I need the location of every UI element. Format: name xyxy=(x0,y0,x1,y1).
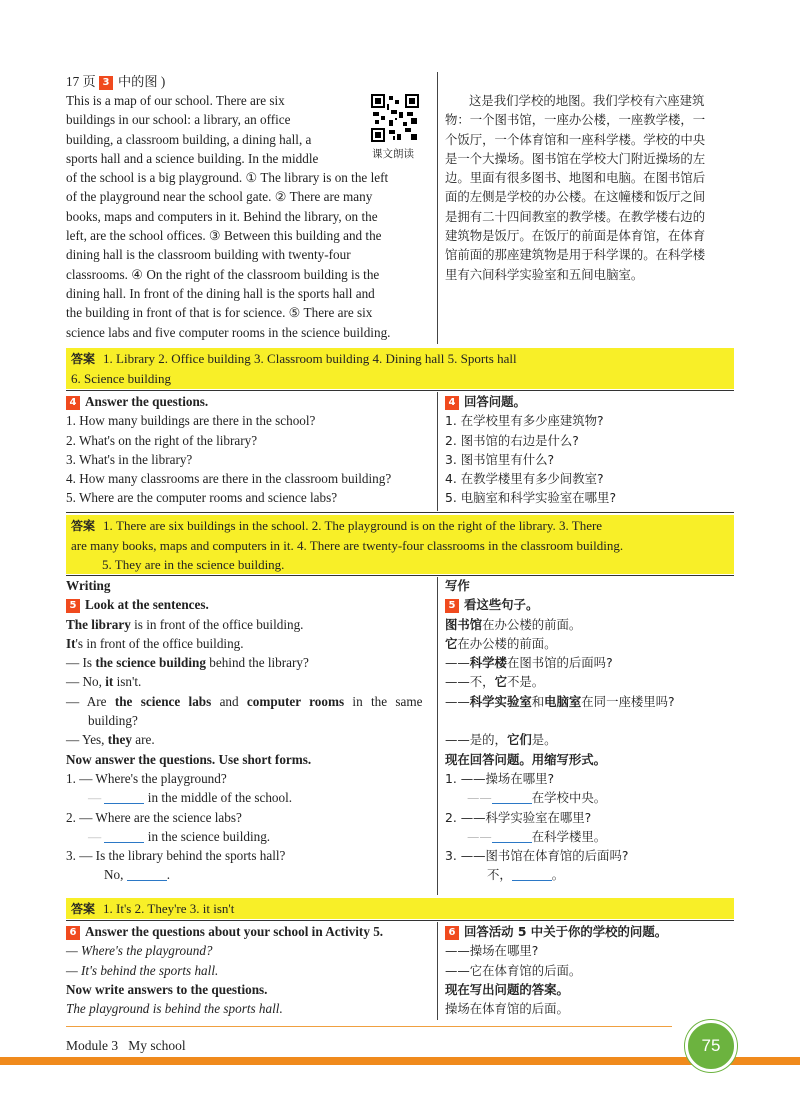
section-4-zh: 4 回答问题。 1. 在学校里有多少座建筑物? 2. 图书馆的右边是什么? 3. 图书馆里有什么? 4. 在教学楼里有多少间教室? 5. 电脑室和科学实验室在哪里? xyxy=(445,392,737,508)
question: 4. How many classrooms are there in the classroom building? xyxy=(66,471,392,487)
column-divider xyxy=(437,72,438,344)
header-reference: 17 页 3 中的图 ) xyxy=(66,74,166,89)
section-number: 4 xyxy=(66,396,80,410)
section-number: 6 xyxy=(66,926,80,940)
section-6-zh: 6 回答活动 5 中关于你的学校的问题。 ——操场在哪里? ——它在体育馆的后面。 现在写出问题的答案。 操场在体育馆的后面。 xyxy=(445,924,668,1017)
question: 1. How many buildings are there in the school? xyxy=(66,413,316,429)
question: 5. 电脑室和科学实验室在哪里? xyxy=(445,490,617,506)
footer-band xyxy=(0,1057,800,1065)
writing-zh: 写作 5 看这些句子。 图书馆在办公楼的前面。 它在办公楼的前面。 ——科学楼在图书馆的后面吗? ——不，它不是。 ——科学实验室和电脑室在同一座楼里吗? ——是的，它们是。 现在回答问题。用缩写形式。 1. ——操场在哪里? —— 在学校中央。 2. ——科学实验室在哪里? —— 在科学楼里。 3. ——图书馆在体育馆的后面吗? 不， 。 xyxy=(445,576,737,885)
answer-box-1: 答案 1. Library 2. Office building 3. Classroom building 4. Dining hall 5. Sports hall 6. Science building xyxy=(66,348,734,389)
question: 2. 图书馆的右边是什么? xyxy=(445,432,579,448)
reading-passage-zh: 这是我们学校的地图。我们学校有六座建筑 物：一个图书馆，一座办公楼，一座教学楼，一 个饭厅，一个体育馆和一座科学楼。学校的中央 是一个大操场。图书馆在学校大门附近操场的左 边。里面有很多图书、地图和电脑。在图书馆后 面的左侧是学校的办公楼。在这幢楼和饭厅之间 是拥有二十四间教室的教学楼。在教学楼右边的 建筑物是饭厅。在饭厅的前面是体育馆，在体育 馆前面的那座建筑物是用于科学课的。在科学楼 里有六间科学实验室和五间电脑室。 xyxy=(445,93,706,282)
answer-box-2: 答案 1. There are six buildings in the school. 2. The playground is on the right of the library. 3. There are many books, maps and computers in it. 4. There are twenty-four classrooms in the classroom building. 5. They are in the science building. xyxy=(66,515,734,574)
reading-passage-en: This is a map of our school. There are six buildings in our school: a library, an office building, a classroom building, a dining hall, a sports hall and a science building. In the middle of the school is a big playground. ① The library is on the left of the playground near the school gate. ② There are many books, maps and computers in it. Behind the library, on the left, are the school offices. ③ Between this building and the dining hall is the classroom building with twenty-four classrooms. ④ On the right of the classroom building is the dining hall. In front of the dining hall is the sports hall and the building in front of that is for science. ⑤ There are six science labs and five computer rooms in the science building. xyxy=(66,93,391,340)
page-number: 75 xyxy=(685,1020,737,1072)
section-number: 5 xyxy=(66,599,80,613)
question: 4. 在教学楼里有多少间教室? xyxy=(445,471,604,487)
section-number: 5 xyxy=(445,599,459,613)
section-6-en: 6 Answer the questions about your school in Activity 5. — Where's the playground? — It's behind the sports hall. Now write answers to the questions. The playground is behind the sports hall. xyxy=(66,924,384,1017)
section-heading: 写作 xyxy=(445,578,470,593)
qr-label: 课文朗读 xyxy=(372,148,414,160)
column-divider xyxy=(437,922,438,1020)
answer-blank[interactable] xyxy=(104,791,144,804)
answer-blank[interactable] xyxy=(492,791,532,804)
question: 3. What's in the library? xyxy=(66,451,193,467)
column-divider xyxy=(437,392,438,511)
divider xyxy=(66,920,734,921)
footer-module: Module 3 My school xyxy=(66,1038,186,1053)
divider xyxy=(66,512,734,513)
qr-code-icon[interactable] xyxy=(371,94,419,142)
question: 3. 图书馆里有什么? xyxy=(445,451,555,467)
answer-blank[interactable] xyxy=(127,868,167,881)
question: 5. Where are the computer rooms and science labs? xyxy=(66,490,338,506)
footer-rule xyxy=(66,1026,672,1027)
section-number: 6 xyxy=(445,926,459,940)
column-divider xyxy=(437,577,438,895)
answer-box-3: 答案 1. It's 2. They're 3. it isn't xyxy=(66,898,734,919)
section-badge: 3 xyxy=(99,76,113,90)
answer-blank[interactable] xyxy=(512,868,552,881)
answer-blank[interactable] xyxy=(492,830,532,843)
question: 1. 在学校里有多少座建筑物? xyxy=(445,413,604,429)
section-heading: Writing xyxy=(66,578,111,593)
section-4-en: 4 Answer the questions. 1. How many buildings are there in the school? 2. What's on the right of the library? 3. What's in the library? 4. How many classrooms are there in the classroom building? 5. Where are the computer rooms and science labs? xyxy=(66,392,432,508)
divider xyxy=(66,390,734,391)
writing-en: Writing 5 Look at the sentences. The library is in front of the office building. It's in front of the office building. — Is the science building behind the library? — No, it isn't. — Are the science labs and computer rooms in the same building? — Yes, they are. Now answer the questions. Use short forms. 1. — Where's the playground? — in the middle of the school. 2. — Where are the science labs? — in the science building. 3. — Is the library behind the sports hall? No, . xyxy=(66,576,432,885)
question: 2. What's on the right of the library? xyxy=(66,432,258,448)
answer-blank[interactable] xyxy=(104,830,144,843)
section-number: 4 xyxy=(445,396,459,410)
